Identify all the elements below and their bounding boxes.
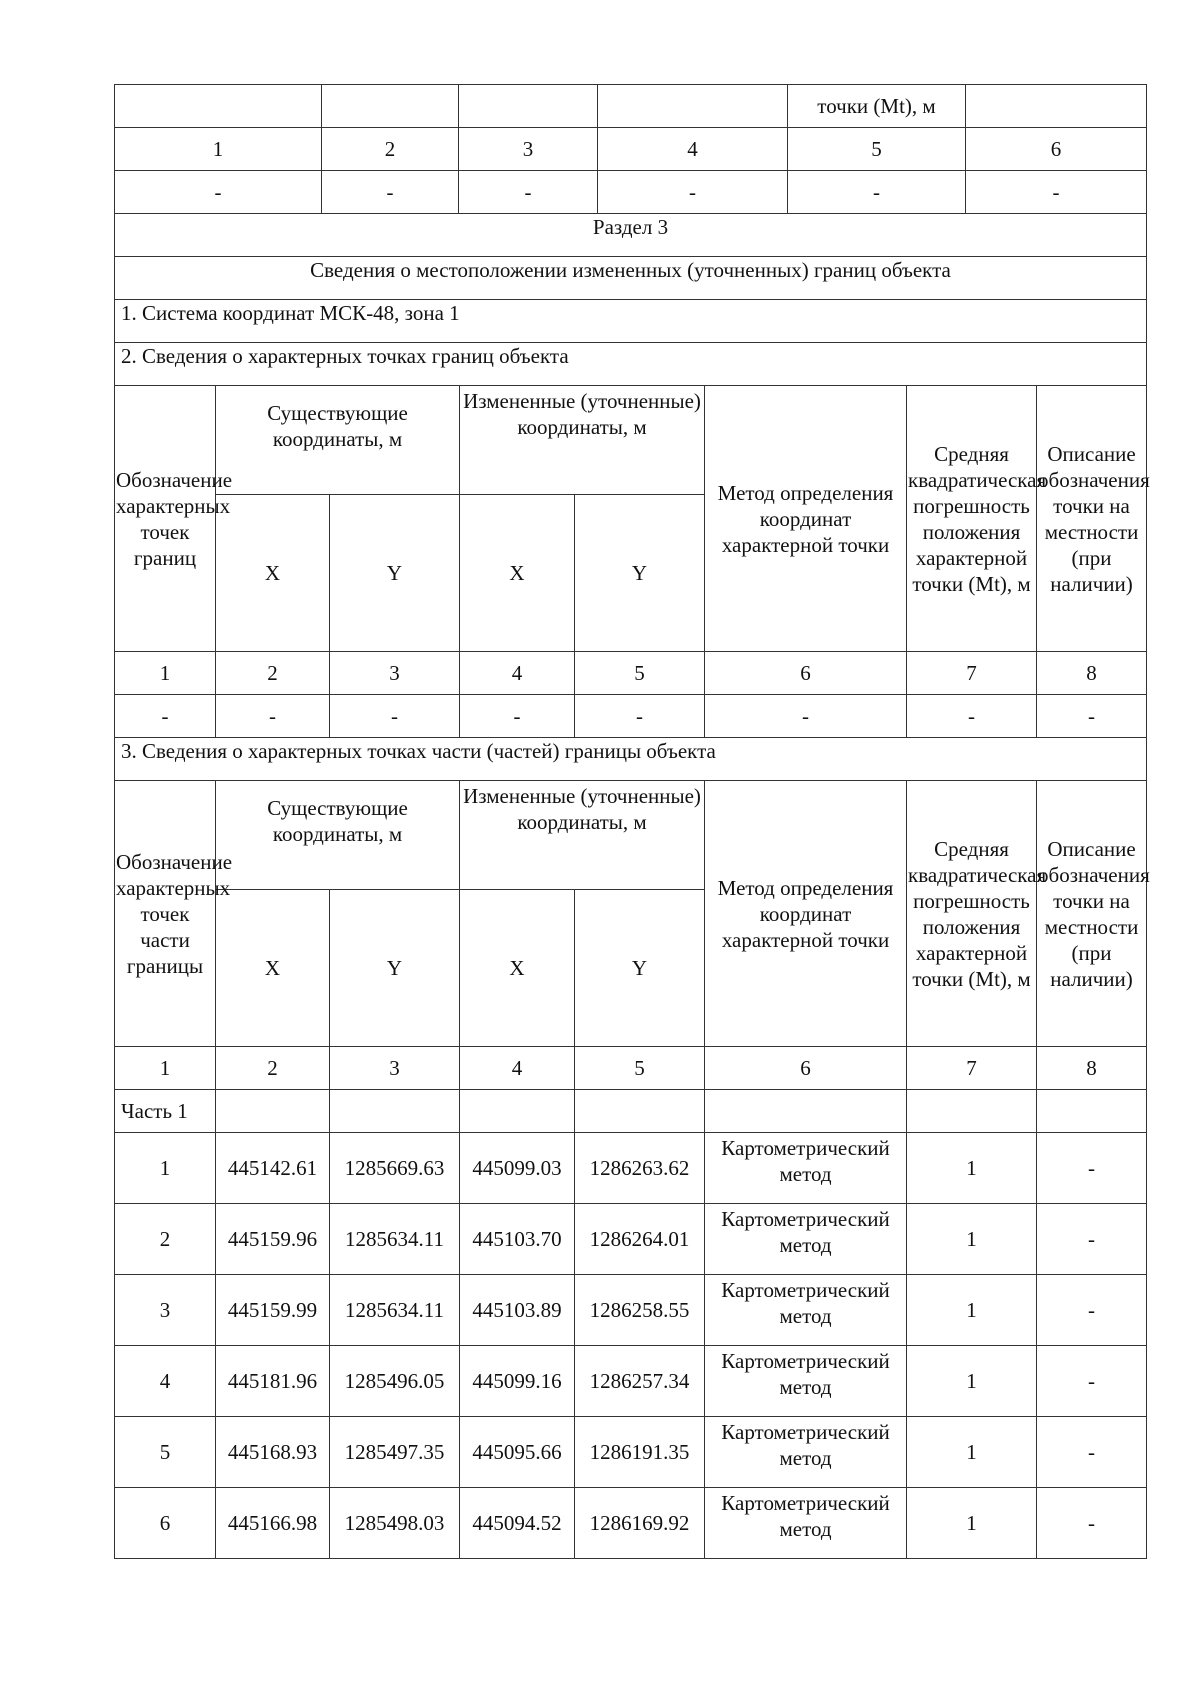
method	[705, 1133, 907, 1204]
description: -	[1037, 1204, 1147, 1275]
method-line-2: метод	[779, 1375, 832, 1399]
empty-cell	[705, 1090, 907, 1133]
method-line-1: Картометрический	[721, 1207, 890, 1231]
method-line-1: Картометрический	[721, 1136, 890, 1160]
header-description: Описание обозначения точки на местности (при наличии)	[1037, 781, 1147, 1047]
coord-system: 1. Система координат МСК-48, зона 1	[115, 300, 1147, 343]
part-label: Часть 1	[115, 1090, 216, 1133]
points-heading: 2. Сведения о характерных точках границ объекта	[115, 343, 1147, 386]
top-col-number: 2	[322, 128, 459, 171]
top-dash: -	[459, 171, 598, 214]
top-dash: -	[115, 171, 322, 214]
point-number: 1	[115, 1133, 216, 1204]
method	[705, 1204, 907, 1275]
header-mt: Средняя квадратическая погрешность положения характерной точки (Mt), м	[907, 386, 1037, 652]
top-col-number: 4	[598, 128, 788, 171]
top-header-tail: точки (Mt), м	[788, 85, 966, 128]
col-number: 6	[705, 652, 907, 695]
table-row	[115, 1346, 1147, 1417]
existing-x: 445181.96	[216, 1346, 330, 1417]
changed-y: 1286169.92	[575, 1488, 705, 1559]
header-part-point-designation: Обозначение характерных точек части границы	[115, 781, 216, 1047]
point-number: 5	[115, 1417, 216, 1488]
header-x-existing: X	[216, 890, 330, 1047]
header-changed-coords: Измененные (уточненные) координаты, м	[460, 781, 705, 890]
method	[705, 1346, 907, 1417]
header-method: Метод определения координат характерной точки	[705, 386, 907, 652]
col-number: 4	[460, 652, 575, 695]
dash-cell: -	[115, 695, 216, 738]
part-points-table	[114, 780, 1150, 1559]
col-number: 2	[216, 652, 330, 695]
top-dash: -	[322, 171, 459, 214]
changed-x: 445103.70	[460, 1204, 575, 1275]
header-x-changed: X	[460, 495, 575, 652]
existing-x: 445159.96	[216, 1204, 330, 1275]
boundary-points-table	[114, 385, 1150, 781]
description: -	[1037, 1133, 1147, 1204]
header-x-changed: X	[460, 890, 575, 1047]
header-existing-coords: Существующие координаты, м	[216, 781, 460, 890]
existing-y: 1285498.03	[330, 1488, 460, 1559]
col-number: 2	[216, 1047, 330, 1090]
section-title: Раздел 3	[115, 214, 1147, 257]
point-number: 3	[115, 1275, 216, 1346]
top-col-number: 6	[966, 128, 1147, 171]
header-y-existing: Y	[330, 495, 460, 652]
method	[705, 1417, 907, 1488]
empty-cell	[907, 1090, 1037, 1133]
top-col-number: 5	[788, 128, 966, 171]
mt-value: 1	[907, 1133, 1037, 1204]
dash-cell: -	[1037, 695, 1147, 738]
header-method: Метод определения координат характерной точки	[705, 781, 907, 1047]
top-dash: -	[598, 171, 788, 214]
changed-x: 445103.89	[460, 1275, 575, 1346]
table-row	[115, 1133, 1147, 1204]
top-dash: -	[966, 171, 1147, 214]
col-number: 8	[1037, 652, 1147, 695]
point-number: 4	[115, 1346, 216, 1417]
top-col-number: 3	[459, 128, 598, 171]
mt-value: 1	[907, 1275, 1037, 1346]
description: -	[1037, 1488, 1147, 1559]
changed-x: 445095.66	[460, 1417, 575, 1488]
header-y-changed: Y	[575, 890, 705, 1047]
col-number: 5	[575, 652, 705, 695]
point-number: 6	[115, 1488, 216, 1559]
top-cell	[598, 85, 788, 128]
header-point-designation: Обозначение характерных точек границ	[115, 386, 216, 652]
existing-y: 1285496.05	[330, 1346, 460, 1417]
col-number: 8	[1037, 1047, 1147, 1090]
header-x-existing: X	[216, 495, 330, 652]
top-cell	[966, 85, 1147, 128]
existing-x: 445142.61	[216, 1133, 330, 1204]
existing-x: 445159.99	[216, 1275, 330, 1346]
method-line-2: метод	[779, 1517, 832, 1541]
method-line-2: метод	[779, 1162, 832, 1186]
dash-cell: -	[460, 695, 575, 738]
header-y-changed: Y	[575, 495, 705, 652]
existing-y: 1285634.11	[330, 1275, 460, 1346]
dash-cell: -	[216, 695, 330, 738]
existing-y: 1285634.11	[330, 1204, 460, 1275]
dash-cell: -	[575, 695, 705, 738]
existing-x: 445168.93	[216, 1417, 330, 1488]
col-number: 4	[460, 1047, 575, 1090]
method-line-1: Картометрический	[721, 1491, 890, 1515]
col-number: 7	[907, 1047, 1037, 1090]
top-dash: -	[788, 171, 966, 214]
method-line-1: Картометрический	[721, 1420, 890, 1444]
header-y-existing: Y	[330, 890, 460, 1047]
dash-cell: -	[330, 695, 460, 738]
changed-y: 1286264.01	[575, 1204, 705, 1275]
method	[705, 1275, 907, 1346]
empty-cell	[460, 1090, 575, 1133]
header-existing-coords: Существующие координаты, м	[216, 386, 460, 495]
changed-y: 1286257.34	[575, 1346, 705, 1417]
existing-x: 445166.98	[216, 1488, 330, 1559]
col-number: 7	[907, 652, 1037, 695]
mt-value: 1	[907, 1346, 1037, 1417]
table-row	[115, 1275, 1147, 1346]
mt-value: 1	[907, 1488, 1037, 1559]
col-number: 1	[115, 652, 216, 695]
table-row	[115, 1417, 1147, 1488]
empty-cell	[216, 1090, 330, 1133]
changed-x: 445099.16	[460, 1346, 575, 1417]
document-sheet	[114, 84, 1150, 1559]
top-col-number: 1	[115, 128, 322, 171]
method-line-1: Картометрический	[721, 1278, 890, 1302]
empty-cell	[575, 1090, 705, 1133]
col-number: 1	[115, 1047, 216, 1090]
empty-cell	[1037, 1090, 1147, 1133]
col-number: 3	[330, 652, 460, 695]
mt-value: 1	[907, 1417, 1037, 1488]
header-description: Описание обозначения точки на местности (при наличии)	[1037, 386, 1147, 652]
table-row	[115, 1204, 1147, 1275]
changed-y: 1286258.55	[575, 1275, 705, 1346]
mt-value: 1	[907, 1204, 1037, 1275]
table-row	[115, 1488, 1147, 1559]
changed-y: 1286263.62	[575, 1133, 705, 1204]
method-line-1: Картометрический	[721, 1349, 890, 1373]
col-number: 3	[330, 1047, 460, 1090]
changed-y: 1286191.35	[575, 1417, 705, 1488]
changed-x: 445099.03	[460, 1133, 575, 1204]
method-line-2: метод	[779, 1304, 832, 1328]
description: -	[1037, 1346, 1147, 1417]
empty-cell	[330, 1090, 460, 1133]
point-rows	[115, 1133, 1147, 1559]
description: -	[1037, 1275, 1147, 1346]
top-cell	[322, 85, 459, 128]
top-cell	[459, 85, 598, 128]
top-table	[114, 84, 1147, 386]
changed-x: 445094.52	[460, 1488, 575, 1559]
method	[705, 1488, 907, 1559]
existing-y: 1285669.63	[330, 1133, 460, 1204]
col-number: 6	[705, 1047, 907, 1090]
dash-cell: -	[907, 695, 1037, 738]
header-mt: Средняя квадратическая погрешность положения характерной точки (Mt), м	[907, 781, 1037, 1047]
section-subtitle: Сведения о местоположении измененных (уточненных) границ объекта	[115, 257, 1147, 300]
top-cell	[115, 85, 322, 128]
header-changed-coords: Измененные (уточненные) координаты, м	[460, 386, 705, 495]
description: -	[1037, 1417, 1147, 1488]
existing-y: 1285497.35	[330, 1417, 460, 1488]
method-line-2: метод	[779, 1233, 832, 1257]
parts-heading: 3. Сведения о характерных точках части (частей) границы объекта	[115, 738, 1147, 781]
dash-cell: -	[705, 695, 907, 738]
col-number: 5	[575, 1047, 705, 1090]
method-line-2: метод	[779, 1446, 832, 1470]
point-number: 2	[115, 1204, 216, 1275]
